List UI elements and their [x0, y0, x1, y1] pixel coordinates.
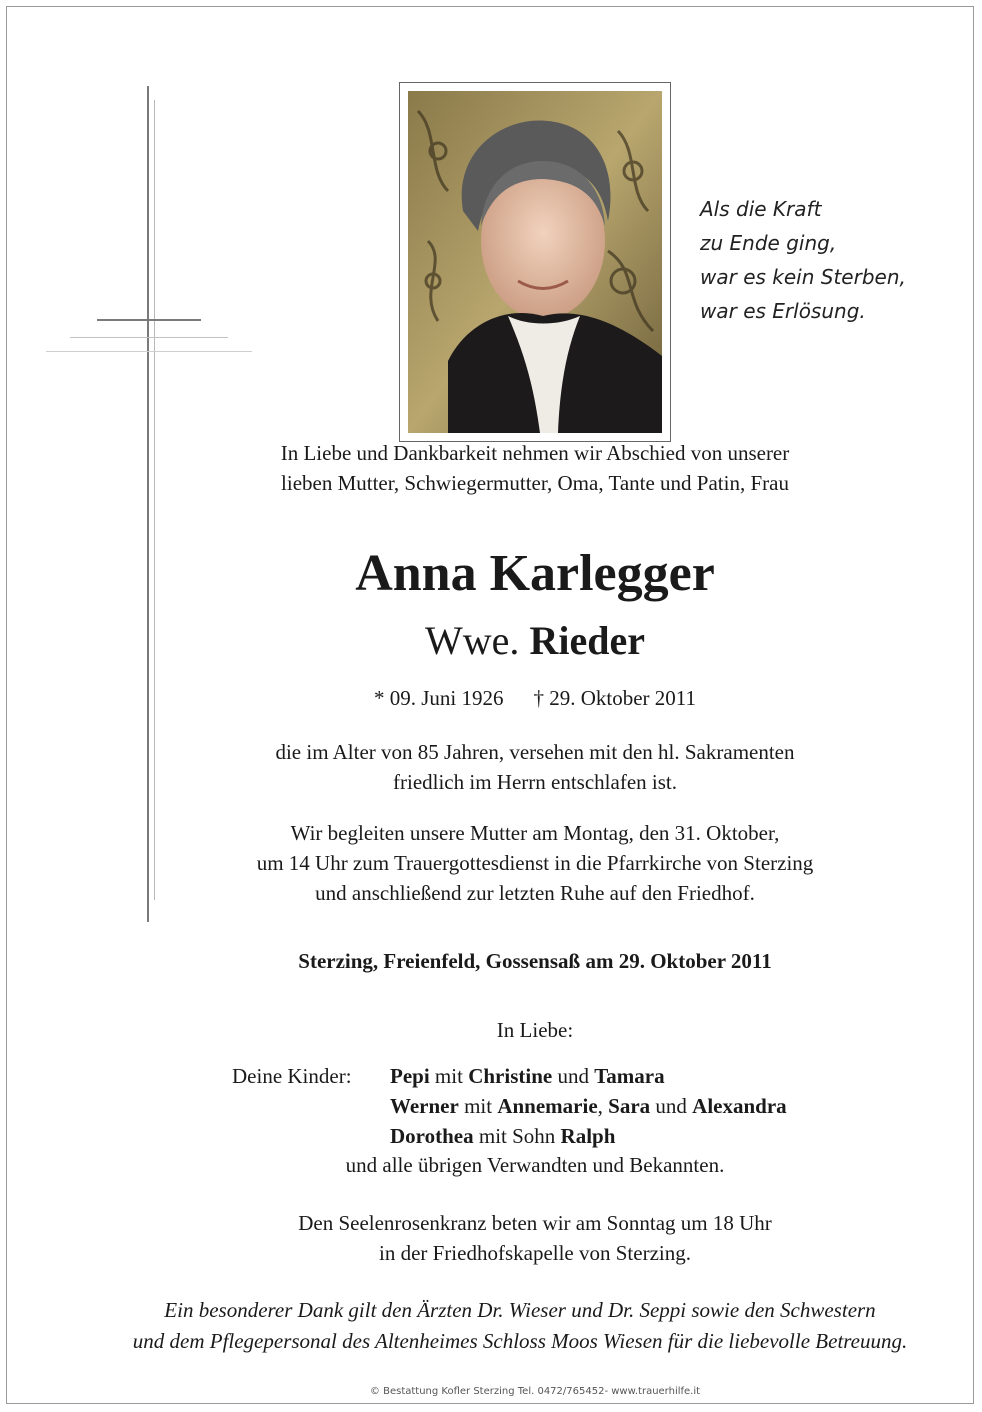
rosary-text [150, 1208, 920, 1268]
footer-credit: © Bestattung Kofler Sterzing Tel. 0472/765452- www.trauerhilfe.it [369, 1386, 701, 1397]
funeral-line: und anschließend zur letzten Ruhe auf den Friedhof. [315, 881, 755, 905]
funeral-line: Wir begleiten unsere Mutter am Montag, den 31. Oktober, [290, 821, 780, 845]
connector-text: mit [458, 1094, 498, 1118]
connector-text: mit [429, 1064, 469, 1088]
portrait-photo [408, 91, 662, 433]
children-row [390, 1091, 787, 1121]
children-label: Deine Kinder: [232, 1064, 352, 1088]
connector-text: mit Sohn [473, 1124, 561, 1148]
partner-name: Annemarie [497, 1094, 598, 1118]
children-row [390, 1061, 787, 1091]
child-name: Dorothea [390, 1124, 474, 1148]
quote-block [700, 192, 906, 328]
passing-line: die im Alter von 85 Jahren, versehen mit den hl. Sakramenten [275, 740, 795, 764]
quote-line: zu Ende ging, [700, 231, 837, 255]
cross-vertical-bar [147, 86, 149, 922]
widow-prefix: Wwe. [425, 618, 520, 663]
grandchild-name: Alexandra [692, 1094, 787, 1118]
grandchild-name: Sara [608, 1094, 651, 1118]
birth-date: * 09. Juni 1926 [373, 686, 504, 710]
cross-horizontal-line [70, 337, 228, 338]
death-date: † 29. Oktober 2011 [533, 686, 697, 710]
passing-text [150, 737, 920, 797]
funeral-line: um 14 Uhr zum Trauergottesdienst in die Pfarrkirche von Sterzing [256, 851, 814, 875]
rosary-line: in der Friedhofskapelle von Sterzing. [378, 1241, 691, 1265]
intro-line: In Liebe und Dankbarkeit nehmen wir Abschied von unserer [280, 441, 790, 465]
connector-text: und [552, 1064, 595, 1088]
quote-line: Als die Kraft [700, 197, 822, 221]
connector-text: , [597, 1094, 609, 1118]
funeral-text [150, 818, 920, 908]
child-name: Pepi [390, 1064, 430, 1088]
widow-surname: Rieder [529, 618, 645, 663]
thanks-line: und dem Pflegepersonal des Altenheimes Schloss Moos Wiesen für die liebevolle Betreuung. [132, 1329, 908, 1353]
cross-horizontal-bar [97, 319, 201, 321]
children-row [390, 1121, 787, 1151]
grandchild-name: Tamara [594, 1064, 665, 1088]
thanks-line: Ein besonderer Dank gilt den Ärzten Dr. Wieser und Dr. Seppi sowie den Schwestern [164, 1298, 876, 1322]
portrait-photo-frame [399, 82, 671, 442]
relatives-text: und alle übrigen Verwandten und Bekannten. [345, 1153, 725, 1177]
rosary-line: Den Seelenrosenkranz beten wir am Sonntag um 18 Uhr [298, 1211, 772, 1235]
grandchild-name: Ralph [560, 1124, 616, 1148]
intro-text [150, 438, 920, 498]
widow-name [150, 617, 920, 665]
life-dates [150, 683, 920, 713]
place-and-date: Sterzing, Freienfeld, Gossensaß am 29. Oktober 2011 [298, 949, 772, 973]
deceased-name: Anna Karlegger [355, 545, 715, 602]
child-name: Werner [390, 1094, 459, 1118]
passing-line: friedlich im Herrn entschlafen ist. [393, 770, 677, 794]
in-liebe-heading: In Liebe: [496, 1018, 574, 1042]
cross-horizontal-line-long [46, 351, 252, 352]
connector-text: und [650, 1094, 693, 1118]
intro-line: lieben Mutter, Schwiegermutter, Oma, Tante und Patin, Frau [281, 471, 789, 495]
quote-line: war es Erlösung. [700, 299, 866, 323]
quote-line: war es kein Sterben, [700, 265, 906, 289]
partner-name: Christine [468, 1064, 553, 1088]
thanks-text [60, 1295, 980, 1357]
